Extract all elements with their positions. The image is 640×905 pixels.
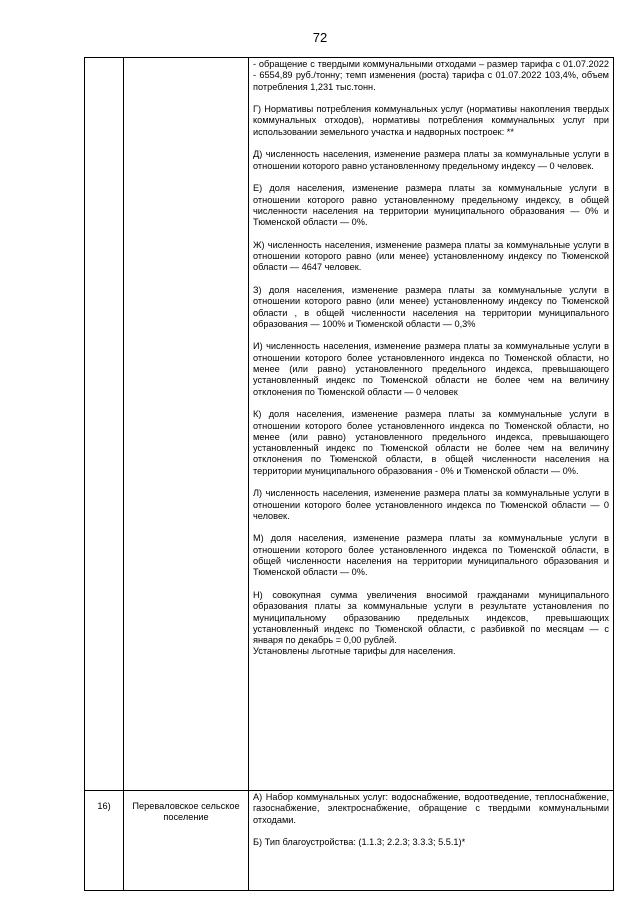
paragraph-l: Л) численность населения, изменение размера платы за коммунальные услуги в отношении которого более установленного индекса по Тюменской области — 0 человек.: [253, 488, 609, 521]
details-text: [249, 58, 613, 658]
page-number: 72: [312, 30, 328, 45]
municipality-name: [124, 58, 248, 68]
paragraph-z: З) доля населения, изменение размера платы за коммунальные услуги в отношении которого равно (или менее) установленному индексу по Тюменской области , в общей численности населения на территории муниципального образования — 100% и Тюменской области — 0,3%: [253, 284, 609, 329]
details-text: [249, 791, 613, 848]
municipality-name-cell: [124, 58, 249, 791]
paragraph-i: И) численность населения, изменение размера платы за коммунальные услуги в отношении которого более установленного индекса по Тюменской области, но менее (или равно) установленного предельного индекса, превышающего установленный индекс по Тюменской области не более чем на величину отклонения по Тюменской области — 0 человек: [253, 341, 609, 397]
paragraph-k: К) доля населения, изменение размера платы за коммунальные услуги в отношении которого более установленного индекса по Тюменской области, но менее (или равно) установленного предельного индекса, превышающего установленный индекс по Тюменской области не более чем на величину отклонения по Тюменской области, в общей численности населения на территории муниципального образования - 0% и Тюменской области — 0%.: [253, 409, 609, 476]
row-number-cell: [85, 58, 124, 791]
paragraph-e: Е) доля населения, изменение размера платы за коммунальные услуги в отношении которого равно установленному предельному индексу, в общей численности населения на территории муниципального образования — 0% и Тюменской области — 0%.: [253, 183, 609, 228]
paragraph-g-norms: Г) Нормативы потребления коммунальных услуг (нормативы накопления твердых коммунальных отходов), нормативы потребления коммунальных услуг при использовании земельного участка и надворных построек: **: [253, 104, 609, 137]
paragraph-benefit-tariffs: Установлены льготные тарифы для населения.: [253, 646, 456, 657]
municipality-table: [84, 57, 614, 891]
paragraph-b-improvement: Б) Тип благоустройства: (1.1.3; 2.2.3; 3.3.3; 5.5.1)*: [253, 837, 466, 848]
municipality-name-cell: [124, 791, 249, 891]
row-number-cell: [85, 791, 124, 891]
paragraph-a-services: А) Набор коммунальных услуг: водоснабжение, водоотведение, теплоснабжение, газоснабжение, электроснабжение, обращение с твердыми коммунальными отходами.: [253, 792, 609, 825]
row-number: [85, 58, 123, 68]
municipality-name: Переваловское сельское поселение: [132, 801, 240, 823]
table-row: [85, 791, 614, 891]
paragraph-n: Н) совокупная сумма увеличения вносимой гражданами муниципального образования платы за коммунальные услуги в результате установления по муниципальному образованию предельных индексов, превышающих установленный индекс по Тюменской области, с разбивкой по месяцам — с января по декабрь = 0,00 рублей.: [253, 589, 609, 646]
table-row: [85, 58, 614, 791]
details-cell: [249, 791, 614, 891]
paragraph-m: М) доля населения, изменение размера платы за коммунальные услуги в отношении которого более установленного индекса по Тюменской области, в общей численности населения на территории муниципального образования и Тюменской области — 0%.: [253, 533, 609, 578]
paragraph-tko-tariff: - обращение с твердыми коммунальными отходами – размер тарифа с 01.07.2022 - 6554,89 руб./тонну; темп изменения (роста) тарифа с 01.07.2022 103,4%, объем потребления 1,231 тыс.тонн.: [253, 59, 609, 92]
row-number: 16): [97, 801, 111, 811]
paragraph-d: Д) численность населения, изменение размера платы за коммунальные услуги в отношении которого равно установленному предельному индексу — 0 человек.: [253, 149, 609, 171]
details-cell: [249, 58, 614, 791]
paragraph-zh: Ж) численность населения, изменение размера платы за коммунальные услуги в отношении которого равно (или менее) установленному индексу по Тюменской области — 4647 человек.: [253, 239, 609, 273]
